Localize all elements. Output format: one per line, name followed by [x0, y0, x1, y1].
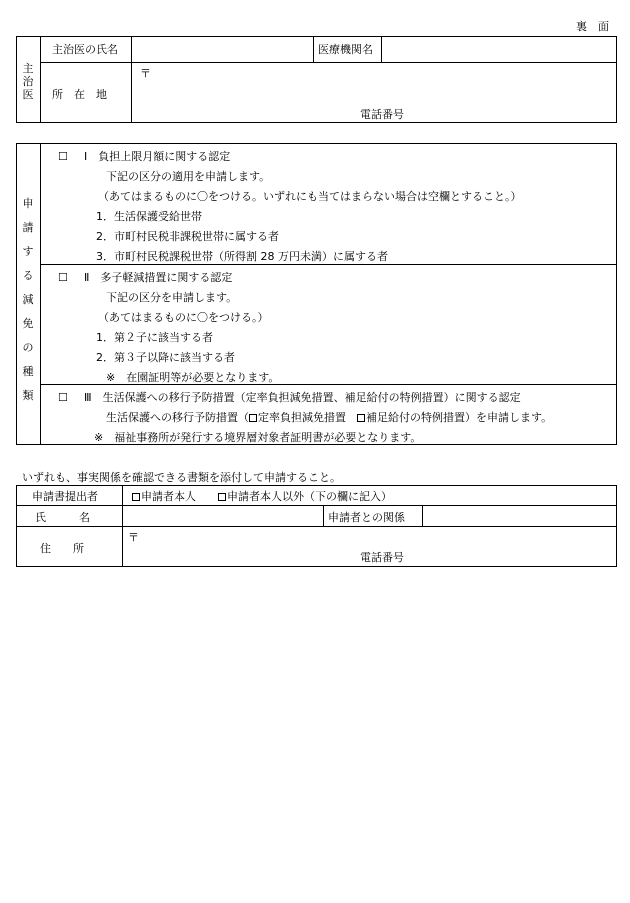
section-2-checkbox[interactable]: ☐: [58, 271, 68, 284]
doctor-name-field[interactable]: [135, 40, 307, 58]
doctor-postal-mark: 〒: [140, 67, 151, 80]
section-1-checkbox[interactable]: ☐: [58, 150, 68, 163]
submitter-options: [132, 491, 392, 502]
section-1-line1: 下記の区分の適用を申請します。: [106, 170, 271, 183]
supplementary-benefit-checkbox[interactable]: [357, 414, 365, 422]
submitter-self-checkbox[interactable]: [132, 493, 140, 501]
relation-label: 申請者との関係: [328, 511, 405, 524]
applicant-phone-field[interactable]: [414, 550, 610, 564]
section-1-item2[interactable]: 2．市町村民税非課税世帯に属する者: [96, 230, 279, 243]
applicant-address-label: 住 所: [40, 542, 84, 555]
relation-field[interactable]: [426, 508, 612, 524]
attachment-instruction: いずれも、事実関係を確認できる書類を添付して申請すること。: [22, 471, 341, 484]
section-3-checkbox[interactable]: ☐: [58, 391, 68, 404]
applicant-name-field[interactable]: [126, 508, 318, 524]
section-1-item3[interactable]: 3．市町村民税課税世帯（所得割 28 万円未満）に属する者: [96, 250, 388, 263]
applicant-name-label: 氏 名: [35, 511, 90, 524]
section-2-note: ※ 在園証明等が必要となります。: [106, 371, 280, 384]
submitter-self-label: 申請者本人: [141, 490, 196, 503]
section-2-item2[interactable]: 2．第３子以降に該当する者: [96, 351, 235, 364]
fixed-rate-reduction-label: 定率負担減免措置: [258, 411, 346, 424]
section-2-line2: （あてはまるものに〇をつける。）: [98, 311, 269, 324]
section-1-line2: （あてはまるものに〇をつける。いずれにも当てはまらない場合は空欄とすること。）: [98, 190, 522, 203]
doctor-side-label: 主 治 医: [22, 62, 34, 101]
submitter-other-checkbox[interactable]: [218, 493, 226, 501]
page-side-label: 裏 面: [576, 20, 609, 33]
section-2-line1: 下記の区分を申請します。: [106, 291, 238, 304]
supplementary-benefit-label: 補足給付の特例措置: [366, 411, 465, 424]
section-2-item1[interactable]: 1．第２子に該当する者: [96, 331, 213, 344]
section-1-title: Ⅰ 負担上限月額に関する認定: [84, 150, 231, 163]
applicant-address-field[interactable]: [145, 530, 610, 548]
section-3-note: ※ 福祉事務所が発行する境界層対象者証明書が必要となります。: [94, 431, 422, 444]
institution-field[interactable]: [386, 40, 612, 58]
fixed-rate-reduction-checkbox[interactable]: [249, 414, 257, 422]
doctor-phone-field[interactable]: [414, 104, 610, 120]
doctor-address-field[interactable]: [155, 66, 610, 100]
reduction-side-label: 申 請 す る 減 免 の 種 類: [22, 197, 34, 402]
section-3-title: Ⅲ 生活保護への移行予防措置（定率負担減免措置、補足給付の特例措置）に関する認定: [84, 391, 521, 404]
section-2-title: Ⅱ 多子軽減措置に関する認定: [84, 271, 233, 284]
applicant-postal-mark: 〒: [128, 531, 139, 544]
institution-label: 医療機関名: [318, 43, 373, 56]
submitter-other-label: 申請者本人以外（下の欄に記入）: [227, 490, 392, 503]
doctor-address-label: 所 在 地: [52, 88, 107, 101]
section-1-item1[interactable]: 1．生活保護受給世帯: [96, 210, 202, 223]
section-3-line1: 生活保護への移行予防措置（ 定率負担減免措置 補足給付の特例措置）を申請します。: [106, 411, 553, 424]
doctor-name-label: 主治医の氏名: [52, 43, 118, 56]
submitter-label: 申請書提出者: [32, 490, 98, 503]
doctor-phone-label: 電話番号: [360, 108, 404, 121]
applicant-phone-label: 電話番号: [360, 551, 404, 564]
